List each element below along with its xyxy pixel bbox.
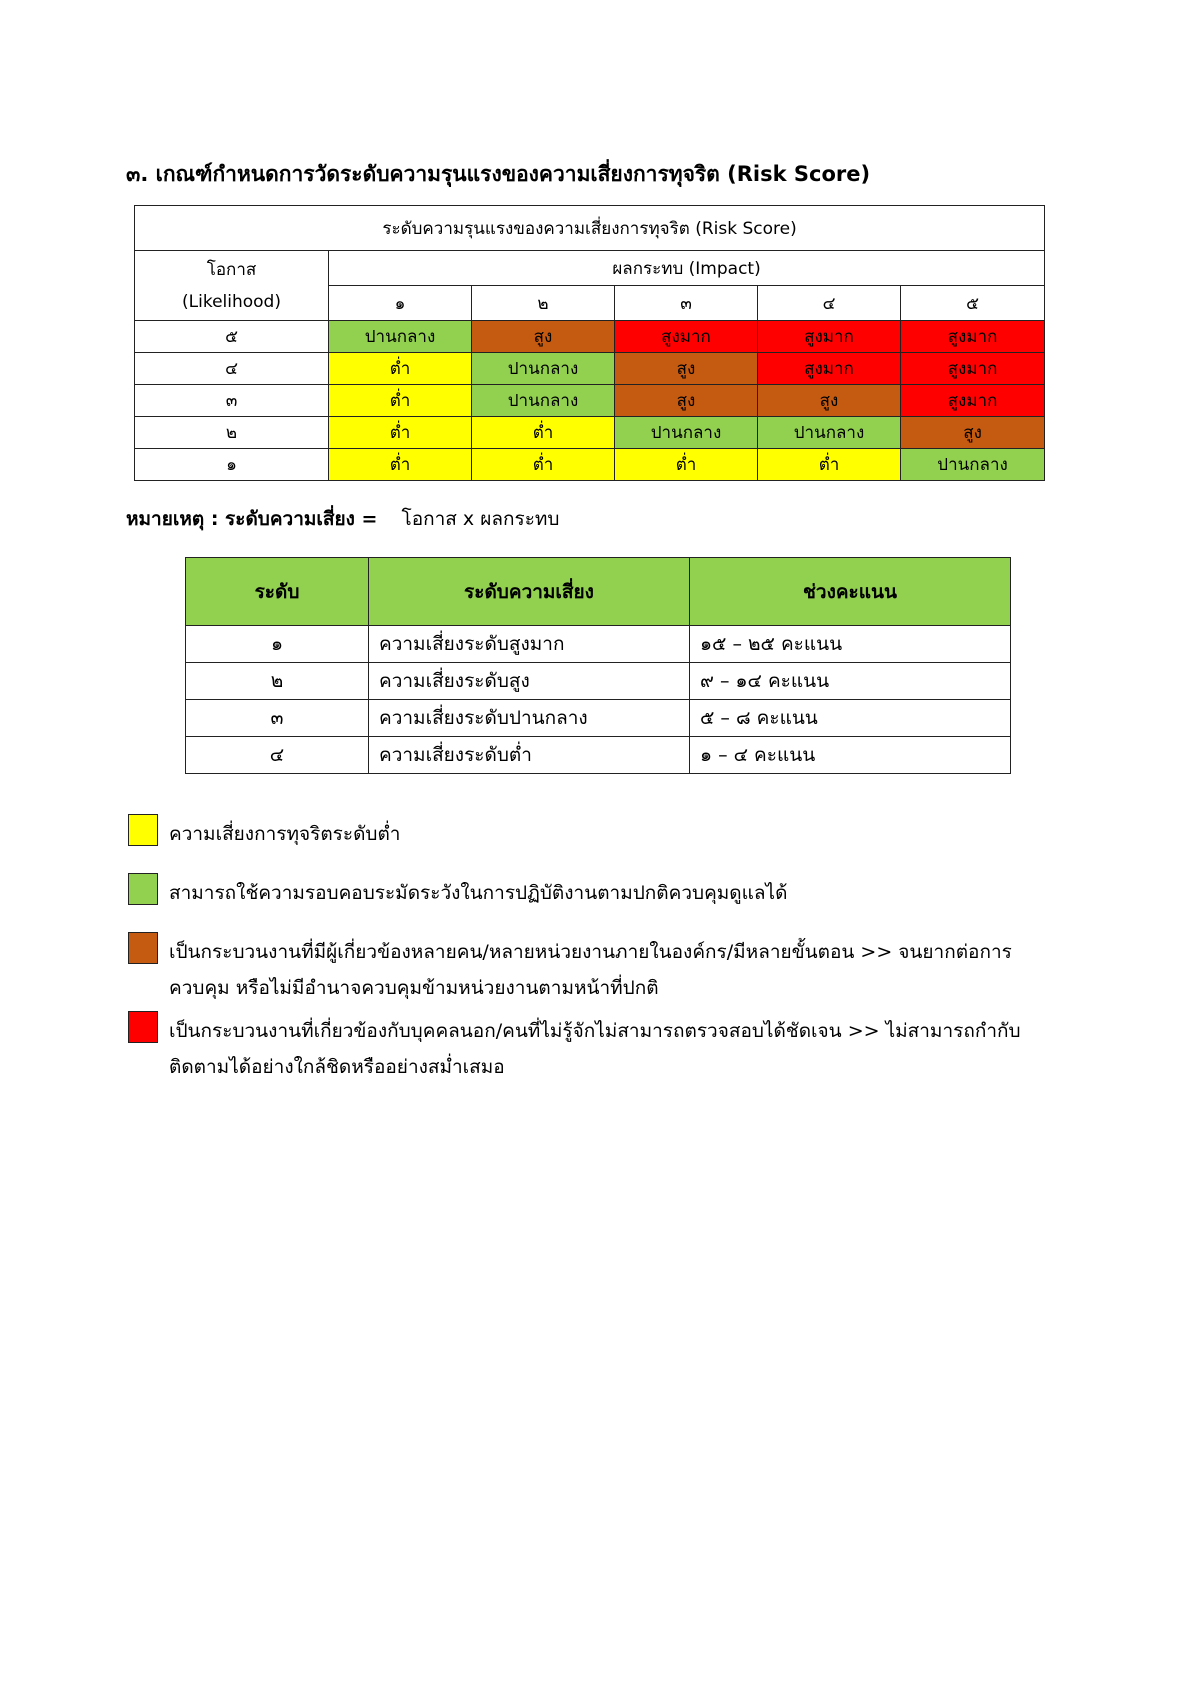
matrix-cell: ปานกลาง bbox=[472, 353, 615, 385]
matrix-row bbox=[135, 385, 1045, 417]
legend-text bbox=[169, 1013, 1021, 1085]
matrix-row bbox=[135, 353, 1045, 385]
legend-swatch-medium bbox=[128, 873, 158, 905]
formula-note bbox=[126, 504, 559, 534]
matrix-cell: สูงมาก bbox=[901, 321, 1045, 353]
matrix-cell: ต่ำ bbox=[615, 449, 758, 481]
row-level: ๓ bbox=[186, 700, 369, 737]
impact-level: ๒ bbox=[472, 286, 615, 321]
note-formula: โอกาส x ผลกระทบ bbox=[401, 508, 560, 530]
header-risk-level: ระดับความเสี่ยง bbox=[369, 558, 690, 626]
matrix-cell: สูง bbox=[901, 417, 1045, 449]
row-level: ๑ bbox=[186, 626, 369, 663]
legend-line: ควบคุม หรือไม่มีอำนาจควบคุมข้ามหน่วยงานตามหน้าที่ปกติ bbox=[169, 977, 659, 999]
impact-header: ผลกระทบ (Impact) bbox=[329, 251, 1045, 286]
matrix-cell: ปานกลาง bbox=[901, 449, 1045, 481]
likelihood-level: ๒ bbox=[135, 417, 329, 449]
matrix-cell: ต่ำ bbox=[472, 417, 615, 449]
row-score-range: ๑๕ – ๒๕ คะแนน bbox=[690, 626, 1011, 663]
risk-matrix bbox=[134, 205, 1045, 481]
matrix-cell: ปานกลาง bbox=[329, 321, 472, 353]
likelihood-label: โอกาส bbox=[206, 259, 257, 280]
matrix-cell: ต่ำ bbox=[472, 449, 615, 481]
matrix-row bbox=[135, 449, 1045, 481]
row-score-range: ๕ – ๘ คะแนน bbox=[690, 700, 1011, 737]
legend-line: เป็นกระบวนงานที่มีผู้เกี่ยวข้องหลายคน/หลายหน่วยงานภายในองค์กร/มีหลายขั้นตอน >> จนยากต่อการ bbox=[169, 941, 1012, 963]
impact-level: ๔ bbox=[758, 286, 901, 321]
legend-swatch-low bbox=[128, 814, 158, 846]
matrix-cell: สูง bbox=[472, 321, 615, 353]
matrix-cell: สูง bbox=[615, 385, 758, 417]
matrix-cell: ต่ำ bbox=[758, 449, 901, 481]
table-row bbox=[186, 663, 1011, 700]
legend-swatch-very-high bbox=[128, 1011, 158, 1043]
matrix-cell: ต่ำ bbox=[329, 449, 472, 481]
legend-text: ความเสี่ยงการทุจริตระดับต่ำ bbox=[169, 823, 401, 845]
note-label: หมายเหตุ : ระดับความเสี่ยง = bbox=[126, 508, 378, 530]
matrix-cell: ปานกลาง bbox=[472, 385, 615, 417]
likelihood-level: ๑ bbox=[135, 449, 329, 481]
legend-text bbox=[169, 934, 1012, 1006]
matrix-row bbox=[135, 321, 1045, 353]
likelihood-level: ๔ bbox=[135, 353, 329, 385]
impact-level: ๓ bbox=[615, 286, 758, 321]
matrix-cell: ต่ำ bbox=[329, 417, 472, 449]
likelihood-level: ๓ bbox=[135, 385, 329, 417]
likelihood-level: ๕ bbox=[135, 321, 329, 353]
row-risk-name: ความเสี่ยงระดับสูงมาก bbox=[369, 626, 690, 663]
row-level: ๔ bbox=[186, 737, 369, 774]
row-risk-name: ความเสี่ยงระดับสูง bbox=[369, 663, 690, 700]
matrix-cell: สูงมาก bbox=[901, 353, 1045, 385]
row-level: ๒ bbox=[186, 663, 369, 700]
matrix-title: ระดับความรุนแรงของความเสี่ยงการทุจริต (Risk Score) bbox=[135, 206, 1045, 251]
likelihood-label-en: (Likelihood) bbox=[182, 291, 281, 312]
matrix-row bbox=[135, 417, 1045, 449]
matrix-cell: สูง bbox=[758, 385, 901, 417]
section-heading: ๓. เกณฑ์กำหนดการวัดระดับความรุนแรงของความเสี่ยงการทุจริต (Risk Score) bbox=[126, 162, 871, 186]
row-score-range: ๑ – ๔ คะแนน bbox=[690, 737, 1011, 774]
table-row bbox=[186, 626, 1011, 663]
row-score-range: ๙ – ๑๔ คะแนน bbox=[690, 663, 1011, 700]
row-risk-name: ความเสี่ยงระดับต่ำ bbox=[369, 737, 690, 774]
legend-line: ติดตามได้อย่างใกล้ชิดหรืออย่างสม่ำเสมอ bbox=[169, 1056, 505, 1078]
header-level: ระดับ bbox=[186, 558, 369, 626]
likelihood-header bbox=[135, 251, 329, 321]
matrix-cell: สูงมาก bbox=[901, 385, 1045, 417]
matrix-cell: สูง bbox=[615, 353, 758, 385]
matrix-cell: ปานกลาง bbox=[758, 417, 901, 449]
matrix-cell: ต่ำ bbox=[329, 353, 472, 385]
matrix-cell: สูงมาก bbox=[615, 321, 758, 353]
risk-scale-table bbox=[185, 557, 1011, 774]
header-score-range: ช่วงคะแนน bbox=[690, 558, 1011, 626]
legend-text: สามารถใช้ความรอบคอบระมัดระวังในการปฏิบัติงานตามปกติควบคุมดูแลได้ bbox=[169, 882, 788, 904]
matrix-cell: ต่ำ bbox=[329, 385, 472, 417]
impact-level: ๕ bbox=[901, 286, 1045, 321]
matrix-cell: สูงมาก bbox=[758, 321, 901, 353]
table-row bbox=[186, 700, 1011, 737]
legend-swatch-high bbox=[128, 932, 158, 964]
row-risk-name: ความเสี่ยงระดับปานกลาง bbox=[369, 700, 690, 737]
impact-level: ๑ bbox=[329, 286, 472, 321]
legend-line: เป็นกระบวนงานที่เกี่ยวข้องกับบุคคลนอก/คนที่ไม่รู้จักไม่สามารถตรวจสอบได้ชัดเจน >> ไม่สามารถกำกับ bbox=[169, 1020, 1021, 1042]
matrix-cell: สูงมาก bbox=[758, 353, 901, 385]
table-row bbox=[186, 737, 1011, 774]
matrix-cell: ปานกลาง bbox=[615, 417, 758, 449]
